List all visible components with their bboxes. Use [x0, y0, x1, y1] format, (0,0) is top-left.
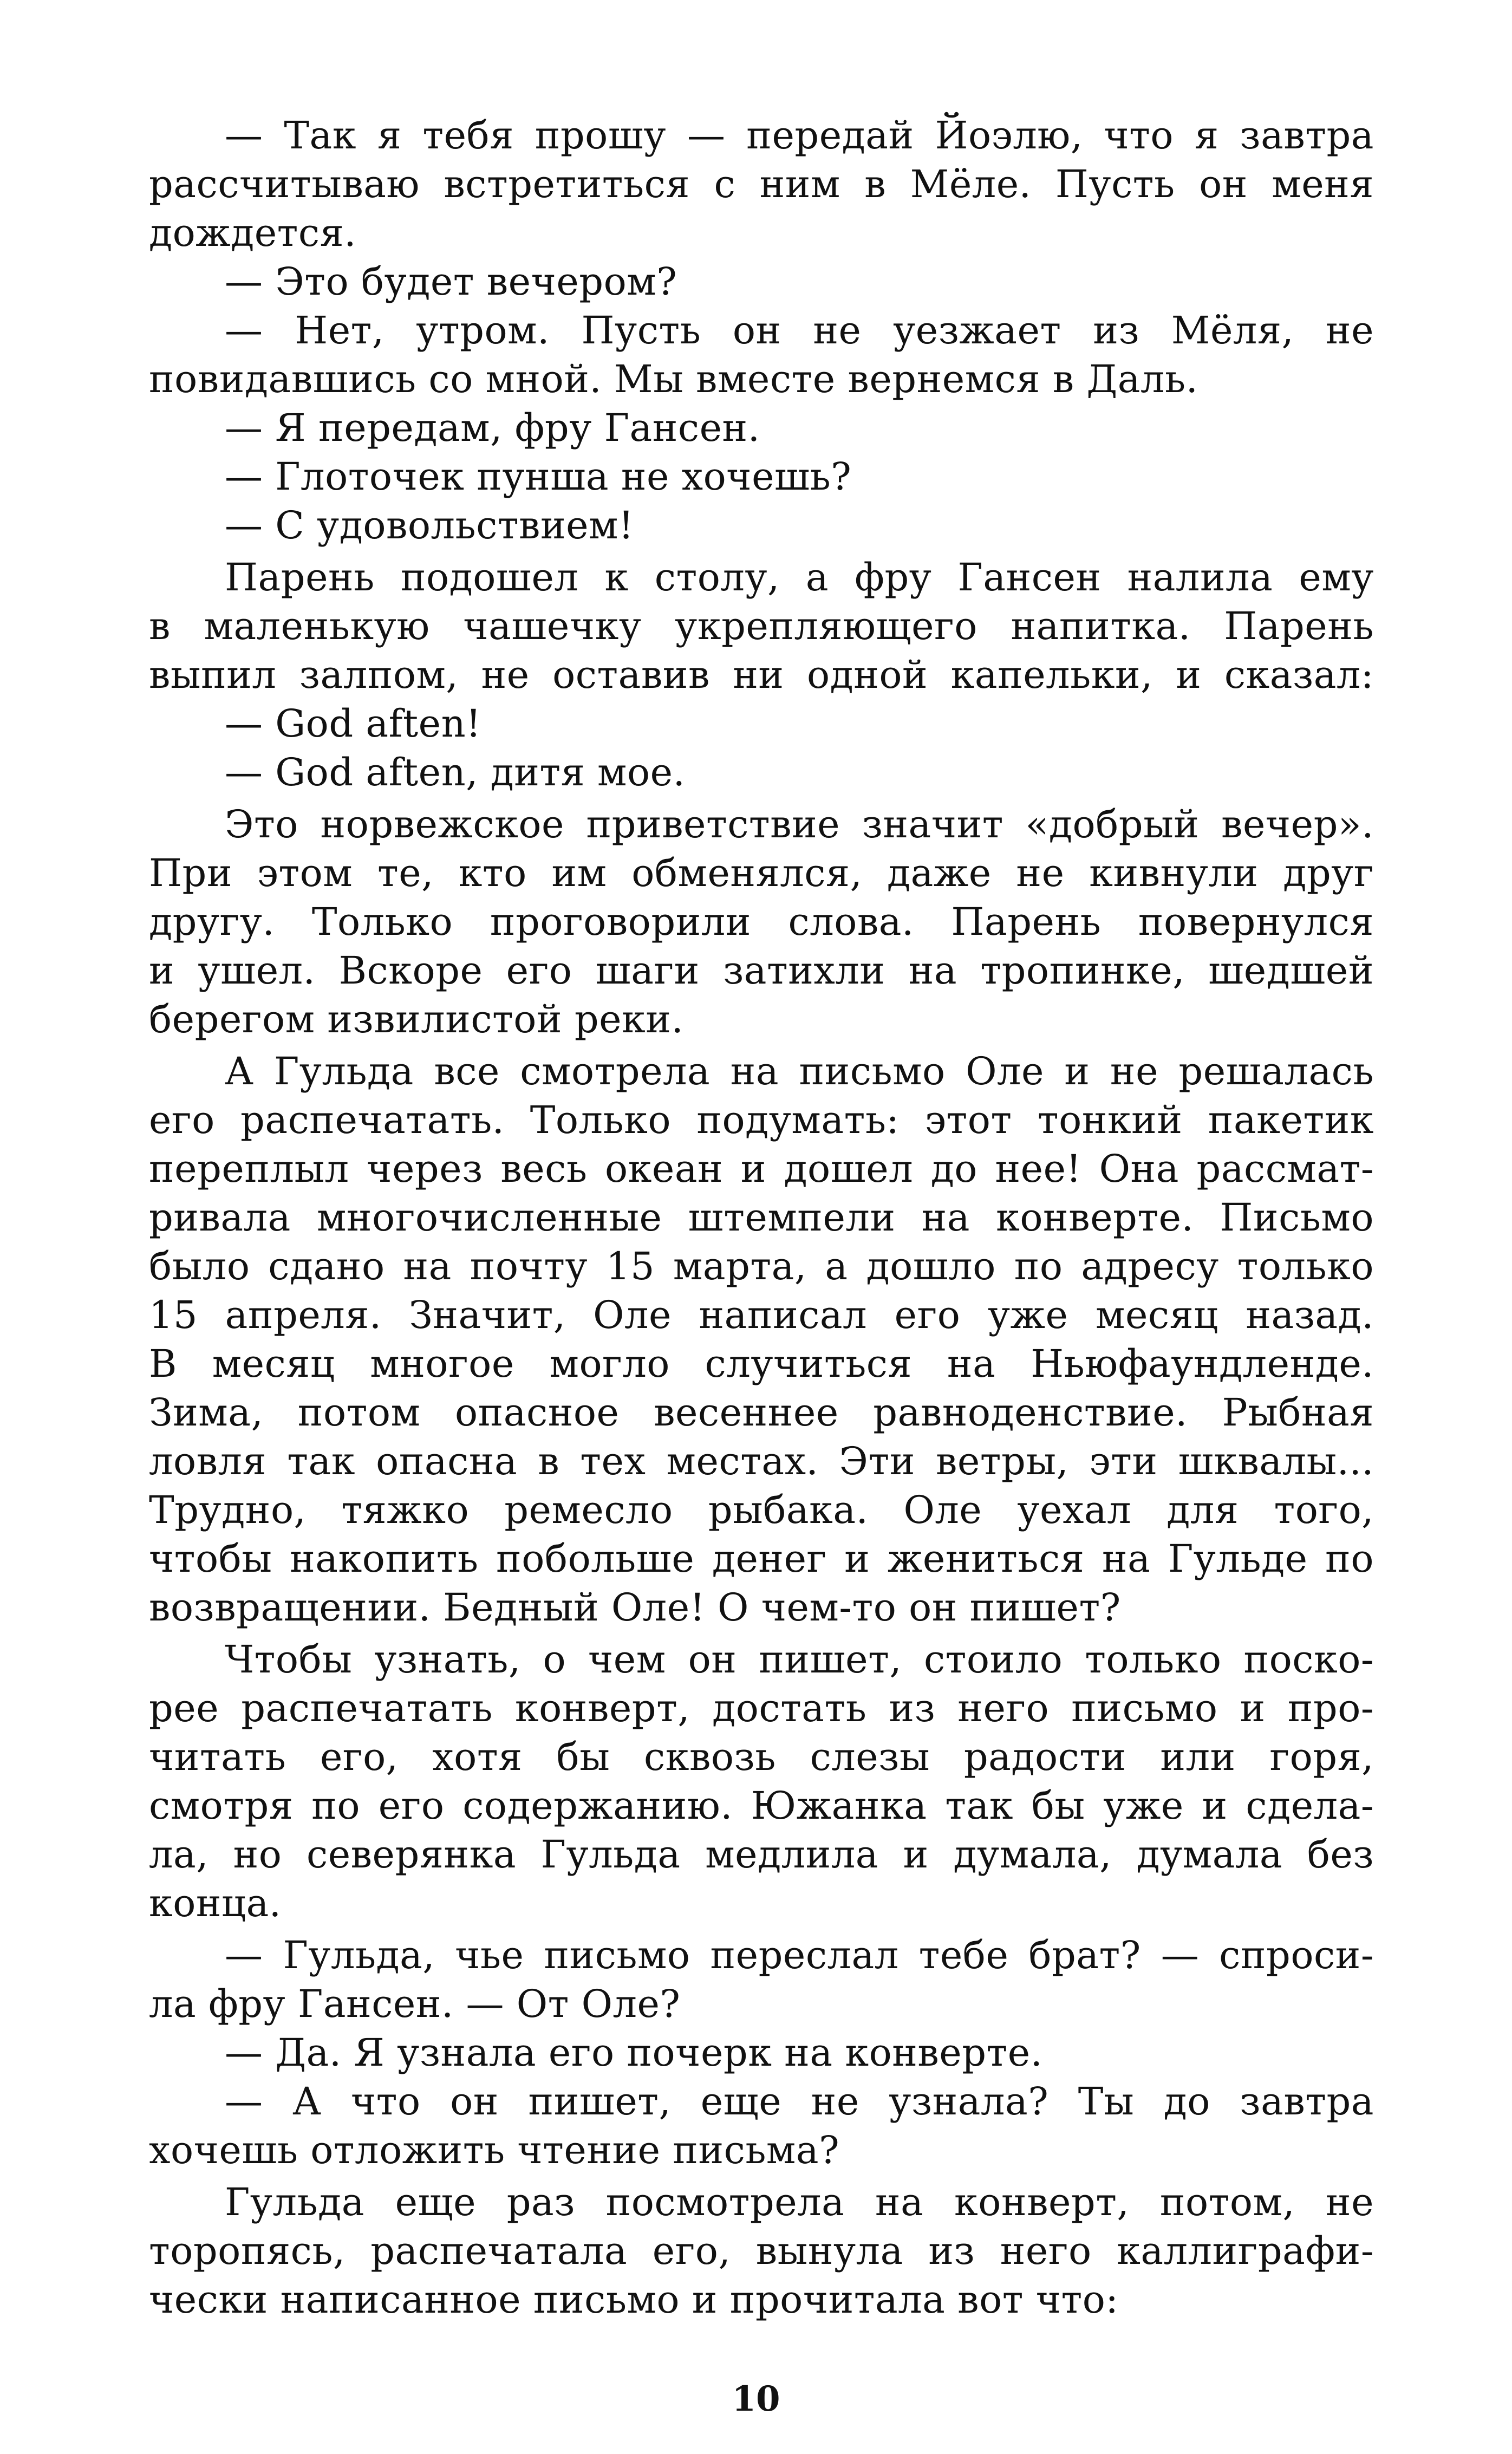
text-line: Парень подошел к столу, а фру Гансен налила ему	[225, 555, 1374, 600]
text-line: его распечатать. Только подумать: этот тонкий пакетик	[149, 1098, 1374, 1142]
body-text	[149, 111, 1374, 2324]
text-line: чтобы накопить побольше денег и жениться на Гульде по	[149, 1537, 1374, 1581]
text-line: ла фру Гансен. — От Оле?	[149, 1982, 681, 2026]
text-line: дождется.	[149, 211, 357, 255]
text-line: — Так я тебя прошу — передай Йоэлю, что я завтра	[225, 113, 1374, 158]
text-line: в маленькую чашечку укрепляющего напитка. Парень	[149, 604, 1374, 648]
text-line: выпил залпом, не оставив ни одной капельки, и сказал:	[149, 653, 1374, 697]
text-line: — Нет, утром. Пусть он не уезжает из Мёля, не	[225, 308, 1374, 353]
text-line: смотря по его содержанию. Южанка так бы уже и сдела-	[149, 1783, 1374, 1828]
text-line: конца.	[149, 1881, 282, 1925]
text-line: Это норвежское приветствие значит «добрый вечер».	[225, 802, 1374, 847]
text-line: — А что он пишет, еще не узнала? Ты до завтра	[225, 2079, 1374, 2124]
text-line: В месяц многое могло случиться на Ньюфаундленде.	[149, 1342, 1374, 1386]
text-line: было сдано на почту 15 марта, а дошло по адресу только	[149, 1244, 1374, 1288]
text-line: ловля так опасна в тех местах. Эти ветры, эти шквалы...	[149, 1439, 1374, 1483]
text-line: — Это будет вечером?	[225, 259, 677, 304]
text-line: — God aften, дитя мое.	[225, 750, 686, 795]
text-line: 15 апреля. Значит, Оле написал его уже месяц назад.	[149, 1293, 1374, 1337]
text-line: — God aften!	[225, 701, 481, 746]
text-line: А Гульда все смотрела на письмо Оле и не решалась	[225, 1049, 1374, 1093]
text-line: другу. Только проговорили слова. Парень повернулся	[149, 900, 1374, 944]
text-line: ла, но северянка Гульда медлила и думала, думала без	[149, 1832, 1374, 1877]
text-line: — Гульда, чье письмо переслал тебе брат? — спроси-	[225, 1933, 1374, 1977]
text-line: ривала многочисленные штемпели на конверте. Письмо	[149, 1195, 1374, 1240]
text-line: рассчитываю встретиться с ним в Мёле. Пусть он меня	[149, 162, 1374, 206]
text-line: чески написанное письмо и прочитала вот что:	[149, 2277, 1119, 2322]
text-line: — Глоточек пунша не хочешь?	[225, 454, 852, 499]
text-line: хочешь отложить чтение письма?	[149, 2128, 840, 2172]
text-line: торопясь, распечатала его, вынула из него каллиграфи-	[149, 2229, 1374, 2273]
text-line: и ушел. Вскоре его шаги затихли на тропинке, шедшей	[149, 948, 1374, 993]
text-line: Трудно, тяжко ремесло рыбака. Оле уехал для того,	[149, 1488, 1374, 1532]
text-line: — Да. Я узнала его почерк на конверте.	[225, 2030, 1043, 2075]
text-line: читать его, хотя бы сквозь слезы радости или горя,	[149, 1735, 1374, 1779]
text-line: берегом извилистой реки.	[149, 997, 684, 1042]
text-line: Зима, потом опасное весеннее равноденствие. Рыбная	[149, 1390, 1374, 1435]
text-line: При этом те, кто им обменялся, даже не кивнули друг	[149, 851, 1374, 895]
text-line: — С удовольствием!	[225, 503, 634, 548]
page-number: 10	[732, 2379, 780, 2419]
text-line: переплыл через весь океан и дошел до нее! Она рассмат-	[149, 1147, 1374, 1191]
text-line: повидавшись со мной. Мы вместе вернемся в Даль.	[149, 357, 1198, 401]
text-line: рее распечатать конверт, достать из него письмо и про-	[149, 1686, 1374, 1730]
text-line: Гульда еще раз посмотрела на конверт, потом, не	[225, 2180, 1374, 2224]
text-line: возвращении. Бедный Оле! О чем-то он пишет?	[149, 1585, 1121, 1630]
text-line: Чтобы узнать, о чем он пишет, стоило только поско-	[225, 1637, 1374, 1682]
text-line: — Я передам, фру Гансен.	[225, 406, 760, 450]
